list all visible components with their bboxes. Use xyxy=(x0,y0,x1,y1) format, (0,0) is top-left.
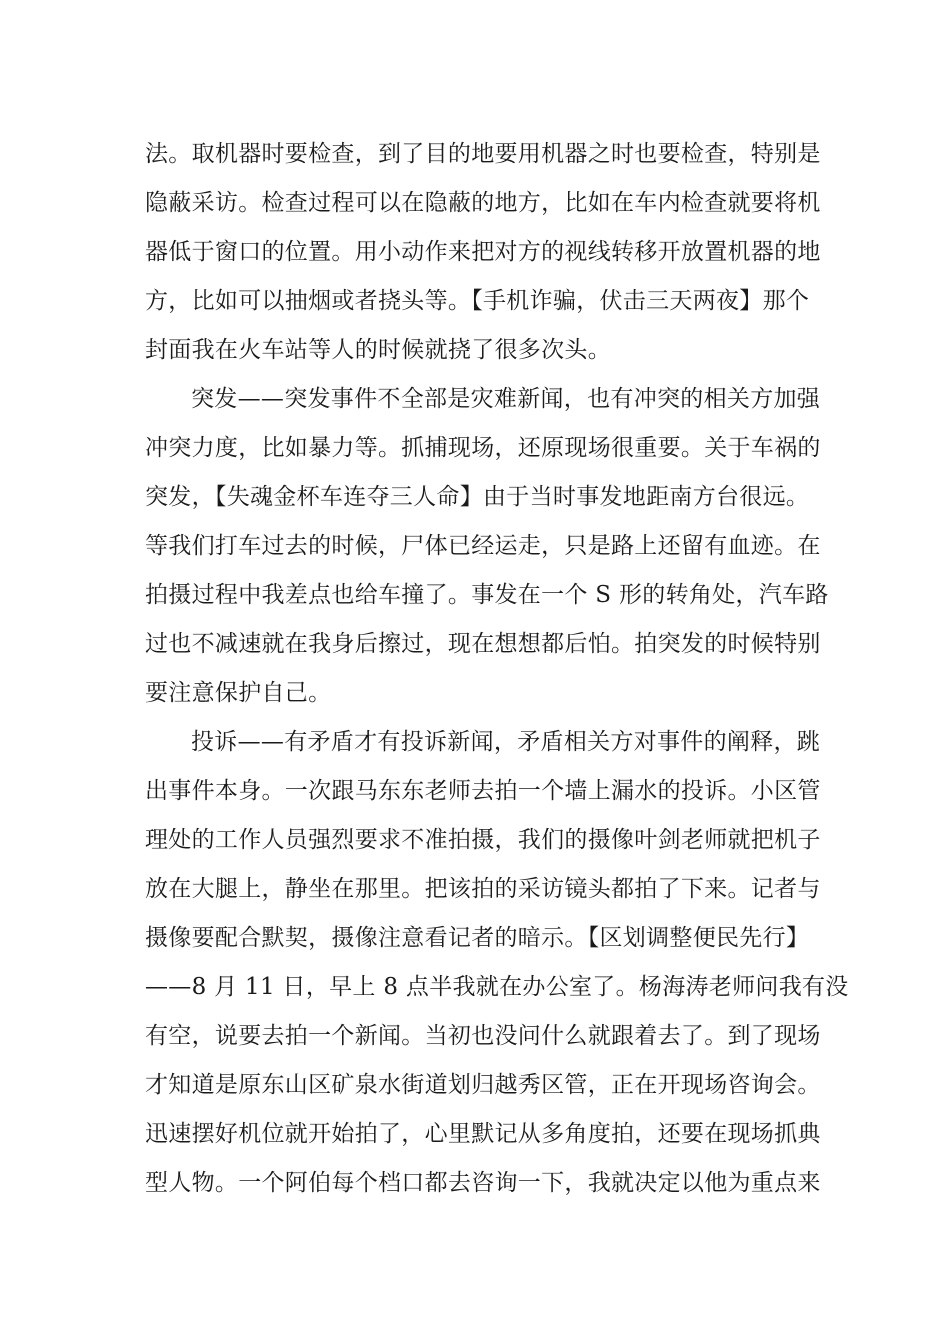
text-line: 型人物。一个阿伯每个档口都去咨询一下，我就决定以他为重点来 xyxy=(145,1170,821,1196)
text-line: 等我们打车过去的时候，尸体已经运走，只是路上还留有血迹。在 xyxy=(145,533,821,559)
text-line: 摄像要配合默契，摄像注意看记者的暗示。【区划调整便民先行】 xyxy=(145,925,810,951)
text-line: 出事件本身。一次跟马东东老师去拍一个墙上漏水的投诉。小区管 xyxy=(145,778,821,804)
paragraph-start-line: 突发——突发事件不全部是灾难新闻，也有冲突的相关方加强 xyxy=(191,386,821,412)
body-text xyxy=(145,130,849,1208)
text-line: 方，比如可以抽烟或者挠头等。【手机诈骗，伏击三天两夜】那个 xyxy=(145,288,810,314)
text-line: 突发，【失魂金杯车连夺三人命】由于当时事发地距南方台很远。 xyxy=(145,484,810,510)
text-line: 要注意保护自己。 xyxy=(145,680,332,706)
text-line: 封面我在火车站等人的时候就挠了很多次头。 xyxy=(145,337,611,363)
text-line: 法。取机器时要检查，到了目的地要用机器之时也要检查，特别是 xyxy=(145,141,821,167)
paragraph-start-line: 投诉——有矛盾才有投诉新闻，矛盾相关方对事件的阐释，跳 xyxy=(191,729,821,755)
text-line: ——8 月 11 日，早上 8 点半我就在办公室了。杨海涛老师问我有没 xyxy=(145,974,849,1000)
text-line: 迅速摆好机位就开始拍了，心里默记从多角度拍，还要在现场抓典 xyxy=(145,1121,821,1147)
text-line: 才知道是原东山区矿泉水街道划归越秀区管，正在开现场咨询会。 xyxy=(145,1072,821,1098)
text-line: 器低于窗口的位置。用小动作来把对方的视线转移开放置机器的地 xyxy=(145,239,821,265)
text-line: 放在大腿上，静坐在那里。把该拍的采访镜头都拍了下来。记者与 xyxy=(145,876,821,902)
text-line: 冲突力度，比如暴力等。抓捕现场，还原现场很重要。关于车祸的 xyxy=(145,435,821,461)
text-line: 过也不减速就在我身后擦过，现在想想都后怕。拍突发的时候特别 xyxy=(145,631,821,657)
text-line: 拍摄过程中我差点也给车撞了。事发在一个 S 形的转角处，汽车路 xyxy=(145,582,829,608)
text-line: 有空，说要去拍一个新闻。当初也没问什么就跟着去了。到了现场 xyxy=(145,1023,821,1049)
text-line: 理处的工作人员强烈要求不准拍摄，我们的摄像叶剑老师就把机子 xyxy=(145,827,821,853)
text-line: 隐蔽采访。检查过程可以在隐蔽的地方，比如在车内检查就要将机 xyxy=(145,190,821,216)
